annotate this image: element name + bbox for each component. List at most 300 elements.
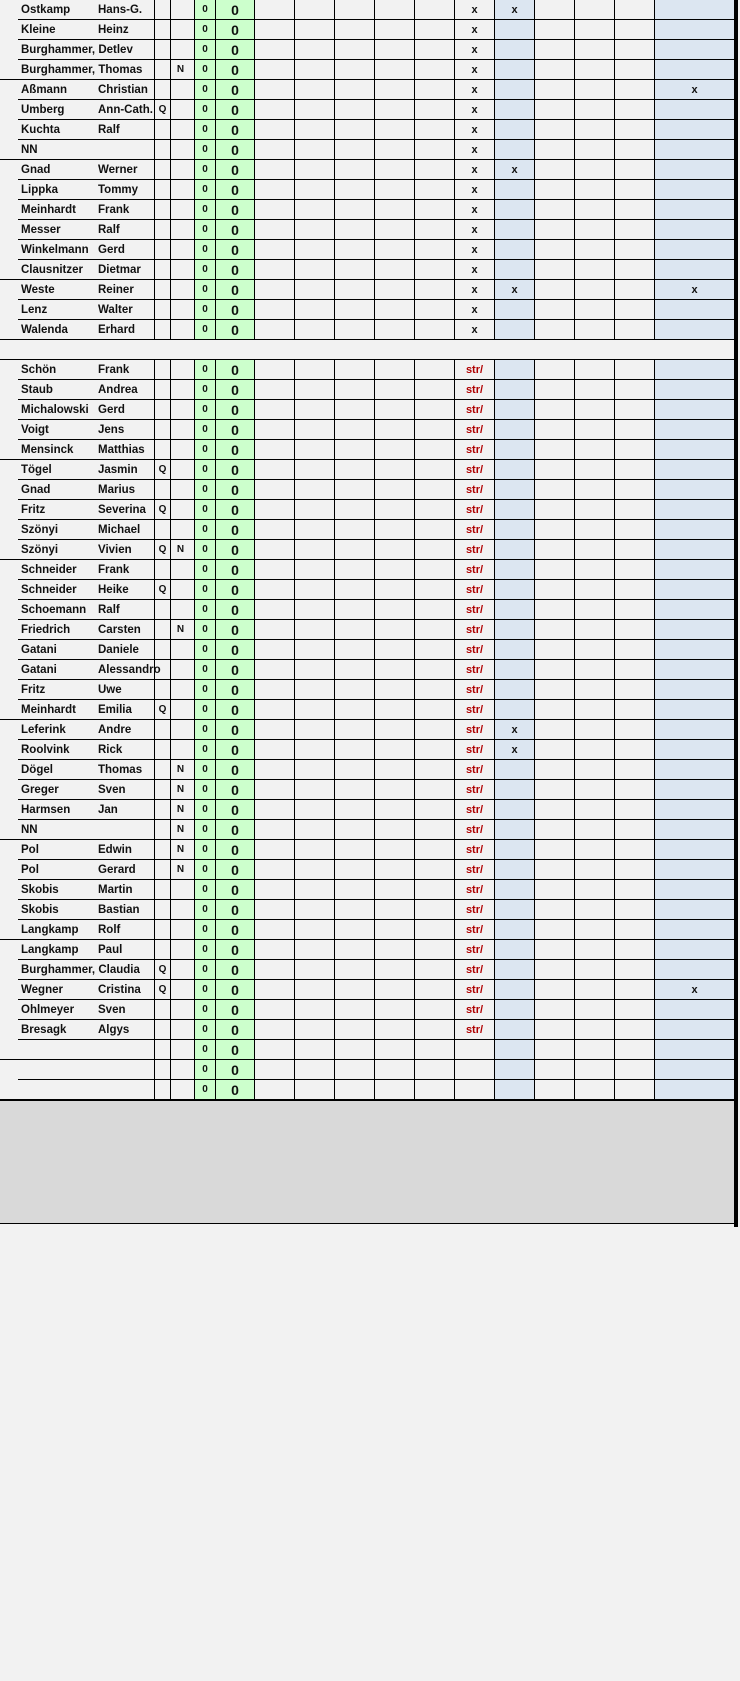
- cell-first[interactable]: Sven: [98, 1004, 126, 1016]
- cell-e8[interactable]: [614, 680, 654, 700]
- cell-z2[interactable]: 0: [215, 740, 254, 760]
- cell-e6[interactable]: [534, 300, 574, 320]
- cell-z2[interactable]: 0: [215, 1080, 254, 1100]
- cell-e5[interactable]: [414, 60, 454, 80]
- cell-col-a[interactable]: x: [454, 320, 494, 340]
- cell-z1[interactable]: 0: [194, 160, 215, 180]
- cell-e2[interactable]: [294, 160, 334, 180]
- cell-col-c[interactable]: [654, 520, 734, 540]
- cell-e3[interactable]: [334, 300, 374, 320]
- cell-e8[interactable]: [614, 180, 654, 200]
- cell-e4[interactable]: [374, 400, 414, 420]
- cell-col-c[interactable]: [654, 560, 734, 580]
- cell-q[interactable]: [154, 280, 170, 300]
- cell-z1[interactable]: 0: [194, 820, 215, 840]
- cell-col-a[interactable]: x: [454, 60, 494, 80]
- cell-z2[interactable]: 0: [215, 460, 254, 480]
- cell-col-b[interactable]: [494, 1000, 534, 1020]
- cell-col-a[interactable]: x: [454, 40, 494, 60]
- cell-q[interactable]: [154, 940, 170, 960]
- cell-e3[interactable]: [334, 740, 374, 760]
- cell-e7[interactable]: [574, 740, 614, 760]
- cell-q[interactable]: Q: [154, 700, 170, 720]
- cell-last[interactable]: Meinhardt: [21, 704, 76, 716]
- cell-e7[interactable]: [574, 940, 614, 960]
- cell-e4[interactable]: [374, 20, 414, 40]
- cell-e7[interactable]: [574, 540, 614, 560]
- cell-n[interactable]: [170, 1020, 190, 1040]
- cell-e7[interactable]: [574, 860, 614, 880]
- cell-e7[interactable]: [574, 680, 614, 700]
- cell-e6[interactable]: [534, 220, 574, 240]
- cell-e6[interactable]: [534, 420, 574, 440]
- cell-last[interactable]: Leferink: [21, 724, 66, 736]
- cell-e6[interactable]: [534, 400, 574, 420]
- cell-n[interactable]: [170, 1080, 190, 1100]
- cell-z2[interactable]: 0: [215, 40, 254, 60]
- cell-n[interactable]: [170, 960, 190, 980]
- cell-last[interactable]: Weste: [21, 284, 55, 296]
- cell-e2[interactable]: [294, 520, 334, 540]
- cell-z2[interactable]: 0: [215, 240, 254, 260]
- cell-e8[interactable]: [614, 380, 654, 400]
- cell-q[interactable]: Q: [154, 580, 170, 600]
- cell-col-b[interactable]: [494, 400, 534, 420]
- cell-e6[interactable]: [534, 600, 574, 620]
- cell-z2[interactable]: 0: [215, 380, 254, 400]
- cell-e6[interactable]: [534, 500, 574, 520]
- cell-e2[interactable]: [294, 700, 334, 720]
- cell-col-b[interactable]: [494, 680, 534, 700]
- cell-col-b[interactable]: [494, 440, 534, 460]
- cell-e4[interactable]: [374, 380, 414, 400]
- cell-e2[interactable]: [294, 1000, 334, 1020]
- cell-q[interactable]: [154, 860, 170, 880]
- cell-col-a[interactable]: x: [454, 280, 494, 300]
- cell-e3[interactable]: [334, 180, 374, 200]
- cell-z1[interactable]: 0: [194, 200, 215, 220]
- cell-e1[interactable]: [254, 280, 294, 300]
- cell-e2[interactable]: [294, 860, 334, 880]
- cell-e1[interactable]: [254, 100, 294, 120]
- cell-e5[interactable]: [414, 260, 454, 280]
- cell-last[interactable]: Langkamp: [21, 924, 79, 936]
- cell-e2[interactable]: [294, 620, 334, 640]
- cell-col-a[interactable]: str/: [454, 700, 494, 720]
- cell-first[interactable]: Werner: [98, 164, 138, 176]
- cell-e1[interactable]: [254, 960, 294, 980]
- cell-e2[interactable]: [294, 1040, 334, 1060]
- cell-first[interactable]: Thomas: [98, 764, 143, 776]
- cell-e6[interactable]: [534, 700, 574, 720]
- cell-last[interactable]: Gatani: [21, 644, 57, 656]
- cell-e3[interactable]: [334, 440, 374, 460]
- cell-last[interactable]: Meinhardt: [21, 204, 76, 216]
- cell-col-b[interactable]: [494, 540, 534, 560]
- cell-z2[interactable]: 0: [215, 60, 254, 80]
- cell-col-a[interactable]: str/: [454, 620, 494, 640]
- cell-e4[interactable]: [374, 660, 414, 680]
- cell-z2[interactable]: 0: [215, 420, 254, 440]
- cell-z2[interactable]: 0: [215, 920, 254, 940]
- cell-col-c[interactable]: [654, 960, 734, 980]
- cell-e7[interactable]: [574, 240, 614, 260]
- cell-e4[interactable]: [374, 140, 414, 160]
- cell-e1[interactable]: [254, 800, 294, 820]
- cell-n[interactable]: [170, 100, 190, 120]
- cell-n[interactable]: N: [170, 540, 190, 560]
- cell-e1[interactable]: [254, 740, 294, 760]
- cell-q[interactable]: [154, 720, 170, 740]
- cell-e8[interactable]: [614, 120, 654, 140]
- cell-e7[interactable]: [574, 440, 614, 460]
- cell-q[interactable]: [154, 0, 170, 20]
- cell-last[interactable]: Pol: [21, 864, 39, 876]
- cell-q[interactable]: [154, 820, 170, 840]
- cell-q[interactable]: [154, 480, 170, 500]
- cell-e7[interactable]: [574, 1000, 614, 1020]
- cell-e5[interactable]: [414, 920, 454, 940]
- cell-col-c[interactable]: [654, 220, 734, 240]
- cell-e8[interactable]: [614, 1080, 654, 1100]
- cell-col-a[interactable]: str/: [454, 380, 494, 400]
- cell-z2[interactable]: 0: [215, 1060, 254, 1080]
- cell-col-a[interactable]: x: [454, 200, 494, 220]
- cell-z2[interactable]: 0: [215, 860, 254, 880]
- cell-e3[interactable]: [334, 540, 374, 560]
- cell-e4[interactable]: [374, 900, 414, 920]
- cell-z1[interactable]: 0: [194, 460, 215, 480]
- cell-e5[interactable]: [414, 440, 454, 460]
- cell-first[interactable]: Martin: [98, 884, 133, 896]
- cell-col-a[interactable]: str/: [454, 660, 494, 680]
- cell-n[interactable]: N: [170, 800, 190, 820]
- cell-col-b[interactable]: [494, 940, 534, 960]
- cell-e7[interactable]: [574, 380, 614, 400]
- cell-q[interactable]: [154, 360, 170, 380]
- cell-z1[interactable]: 0: [194, 920, 215, 940]
- cell-last[interactable]: Langkamp: [21, 944, 79, 956]
- cell-e1[interactable]: [254, 20, 294, 40]
- cell-e4[interactable]: [374, 180, 414, 200]
- cell-e1[interactable]: [254, 480, 294, 500]
- cell-e3[interactable]: [334, 480, 374, 500]
- cell-e7[interactable]: [574, 420, 614, 440]
- cell-e5[interactable]: [414, 860, 454, 880]
- cell-col-c[interactable]: [654, 60, 734, 80]
- cell-e1[interactable]: [254, 180, 294, 200]
- cell-n[interactable]: [170, 40, 190, 60]
- cell-e5[interactable]: [414, 40, 454, 60]
- cell-e7[interactable]: [574, 1020, 614, 1040]
- cell-e8[interactable]: [614, 940, 654, 960]
- cell-col-c[interactable]: [654, 840, 734, 860]
- cell-z1[interactable]: 0: [194, 940, 215, 960]
- cell-q[interactable]: [154, 520, 170, 540]
- cell-n[interactable]: [170, 420, 190, 440]
- cell-e1[interactable]: [254, 80, 294, 100]
- cell-e2[interactable]: [294, 200, 334, 220]
- cell-e2[interactable]: [294, 820, 334, 840]
- cell-first[interactable]: Michael: [98, 524, 141, 536]
- cell-e6[interactable]: [534, 1080, 574, 1100]
- cell-e8[interactable]: [614, 20, 654, 40]
- cell-n[interactable]: [170, 440, 190, 460]
- cell-z2[interactable]: 0: [215, 980, 254, 1000]
- cell-e3[interactable]: [334, 220, 374, 240]
- cell-last[interactable]: Michalowski: [21, 404, 89, 416]
- cell-e6[interactable]: [534, 60, 574, 80]
- cell-z2[interactable]: 0: [215, 500, 254, 520]
- cell-n[interactable]: [170, 180, 190, 200]
- cell-e2[interactable]: [294, 420, 334, 440]
- cell-last[interactable]: Ostkamp: [21, 4, 71, 16]
- cell-n[interactable]: [170, 560, 190, 580]
- cell-q[interactable]: [154, 200, 170, 220]
- cell-e7[interactable]: [574, 140, 614, 160]
- cell-q[interactable]: [154, 120, 170, 140]
- cell-first[interactable]: Walter: [98, 304, 133, 316]
- cell-e1[interactable]: [254, 500, 294, 520]
- cell-e2[interactable]: [294, 760, 334, 780]
- cell-e1[interactable]: [254, 380, 294, 400]
- cell-first[interactable]: [98, 40, 154, 60]
- cell-e1[interactable]: [254, 580, 294, 600]
- cell-col-a[interactable]: str/: [454, 740, 494, 760]
- cell-col-b[interactable]: [494, 860, 534, 880]
- cell-e2[interactable]: [294, 80, 334, 100]
- cell-col-c[interactable]: [654, 660, 734, 680]
- cell-col-a[interactable]: str/: [454, 960, 494, 980]
- cell-col-c[interactable]: [654, 240, 734, 260]
- cell-e8[interactable]: [614, 760, 654, 780]
- cell-e6[interactable]: [534, 280, 574, 300]
- cell-last[interactable]: Kuchta: [21, 124, 60, 136]
- cell-last[interactable]: Ohlmeyer: [21, 1004, 75, 1016]
- cell-q[interactable]: [154, 1000, 170, 1020]
- cell-e1[interactable]: [254, 300, 294, 320]
- cell-z1[interactable]: 0: [194, 320, 215, 340]
- cell-q[interactable]: [154, 1080, 170, 1100]
- cell-z1[interactable]: 0: [194, 880, 215, 900]
- cell-col-c[interactable]: [654, 640, 734, 660]
- cell-first[interactable]: Heinz: [98, 24, 129, 36]
- cell-e1[interactable]: [254, 680, 294, 700]
- cell-e2[interactable]: [294, 740, 334, 760]
- cell-q[interactable]: [154, 780, 170, 800]
- cell-col-c[interactable]: [654, 680, 734, 700]
- cell-col-b[interactable]: [494, 1080, 534, 1100]
- cell-first[interactable]: Andre: [98, 724, 132, 736]
- cell-e3[interactable]: [334, 560, 374, 580]
- cell-e3[interactable]: [334, 620, 374, 640]
- cell-z1[interactable]: 0: [194, 960, 215, 980]
- cell-e5[interactable]: [414, 360, 454, 380]
- cell-z1[interactable]: 0: [194, 780, 215, 800]
- cell-q[interactable]: [154, 260, 170, 280]
- cell-last[interactable]: Lippka: [21, 184, 59, 196]
- cell-n[interactable]: [170, 220, 190, 240]
- cell-e5[interactable]: [414, 220, 454, 240]
- cell-e4[interactable]: [374, 220, 414, 240]
- cell-e3[interactable]: [334, 0, 374, 20]
- cell-col-b[interactable]: [494, 980, 534, 1000]
- cell-e2[interactable]: [294, 880, 334, 900]
- cell-e1[interactable]: [254, 860, 294, 880]
- cell-col-c[interactable]: x: [654, 980, 734, 1000]
- cell-z1[interactable]: 0: [194, 300, 215, 320]
- cell-col-b[interactable]: [494, 880, 534, 900]
- cell-e4[interactable]: [374, 800, 414, 820]
- cell-e4[interactable]: [374, 100, 414, 120]
- cell-first[interactable]: Daniele: [98, 644, 139, 656]
- cell-e6[interactable]: [534, 840, 574, 860]
- cell-e4[interactable]: [374, 840, 414, 860]
- cell-last[interactable]: Szönyi: [21, 524, 59, 536]
- cell-z1[interactable]: 0: [194, 1020, 215, 1040]
- cell-e4[interactable]: [374, 120, 414, 140]
- cell-z1[interactable]: 0: [194, 720, 215, 740]
- cell-n[interactable]: [170, 740, 190, 760]
- cell-e5[interactable]: [414, 0, 454, 20]
- cell-z2[interactable]: 0: [215, 900, 254, 920]
- cell-e3[interactable]: [334, 80, 374, 100]
- cell-n[interactable]: [170, 520, 190, 540]
- cell-e3[interactable]: [334, 880, 374, 900]
- cell-e5[interactable]: [414, 200, 454, 220]
- cell-e7[interactable]: [574, 620, 614, 640]
- cell-e5[interactable]: [414, 700, 454, 720]
- cell-col-a[interactable]: str/: [454, 940, 494, 960]
- cell-e3[interactable]: [334, 120, 374, 140]
- cell-e5[interactable]: [414, 540, 454, 560]
- cell-col-b[interactable]: [494, 580, 534, 600]
- cell-col-b[interactable]: [494, 220, 534, 240]
- cell-n[interactable]: [170, 880, 190, 900]
- cell-col-a[interactable]: str/: [454, 580, 494, 600]
- cell-e7[interactable]: [574, 1040, 614, 1060]
- cell-e4[interactable]: [374, 1080, 414, 1100]
- cell-last[interactable]: Schoemann: [21, 604, 87, 616]
- cell-first[interactable]: Ralf: [98, 124, 120, 136]
- cell-col-c[interactable]: [654, 380, 734, 400]
- cell-e7[interactable]: [574, 1060, 614, 1080]
- cell-col-c[interactable]: [654, 540, 734, 560]
- cell-e6[interactable]: [534, 580, 574, 600]
- cell-e8[interactable]: [614, 520, 654, 540]
- cell-first[interactable]: Rick: [98, 744, 123, 756]
- cell-e4[interactable]: [374, 820, 414, 840]
- cell-e1[interactable]: [254, 980, 294, 1000]
- cell-e6[interactable]: [534, 20, 574, 40]
- cell-col-b[interactable]: [494, 1040, 534, 1060]
- cell-e6[interactable]: [534, 320, 574, 340]
- cell-e4[interactable]: [374, 40, 414, 60]
- cell-z1[interactable]: 0: [194, 400, 215, 420]
- cell-z1[interactable]: 0: [194, 360, 215, 380]
- cell-e1[interactable]: [254, 60, 294, 80]
- cell-z1[interactable]: 0: [194, 500, 215, 520]
- cell-q[interactable]: [154, 620, 170, 640]
- cell-col-a[interactable]: str/: [454, 420, 494, 440]
- cell-e4[interactable]: [374, 1000, 414, 1020]
- cell-z1[interactable]: 0: [194, 540, 215, 560]
- cell-e8[interactable]: [614, 600, 654, 620]
- cell-col-b[interactable]: [494, 1060, 534, 1080]
- cell-first[interactable]: Algys: [98, 1024, 130, 1036]
- cell-first[interactable]: [98, 1060, 154, 1080]
- cell-n[interactable]: [170, 360, 190, 380]
- cell-col-c[interactable]: [654, 260, 734, 280]
- cell-col-a[interactable]: x: [454, 20, 494, 40]
- cell-e6[interactable]: [534, 80, 574, 100]
- cell-e6[interactable]: [534, 0, 574, 20]
- cell-e6[interactable]: [534, 160, 574, 180]
- cell-e7[interactable]: [574, 720, 614, 740]
- cell-e3[interactable]: [334, 200, 374, 220]
- cell-e2[interactable]: [294, 440, 334, 460]
- cell-e3[interactable]: [334, 400, 374, 420]
- cell-first[interactable]: Bastian: [98, 904, 140, 916]
- cell-e4[interactable]: [374, 420, 414, 440]
- cell-e2[interactable]: [294, 720, 334, 740]
- cell-q[interactable]: [154, 400, 170, 420]
- cell-e2[interactable]: [294, 0, 334, 20]
- cell-q[interactable]: [154, 1060, 170, 1080]
- cell-col-c[interactable]: [654, 1000, 734, 1020]
- cell-z2[interactable]: 0: [215, 880, 254, 900]
- cell-q[interactable]: [154, 240, 170, 260]
- cell-e7[interactable]: [574, 100, 614, 120]
- cell-e2[interactable]: [294, 1080, 334, 1100]
- cell-col-b[interactable]: [494, 480, 534, 500]
- cell-n[interactable]: [170, 0, 190, 20]
- cell-e6[interactable]: [534, 800, 574, 820]
- cell-e2[interactable]: [294, 20, 334, 40]
- cell-e2[interactable]: [294, 380, 334, 400]
- cell-col-a[interactable]: str/: [454, 900, 494, 920]
- cell-col-b[interactable]: [494, 760, 534, 780]
- cell-q[interactable]: [154, 140, 170, 160]
- cell-e1[interactable]: [254, 820, 294, 840]
- cell-e7[interactable]: [574, 300, 614, 320]
- cell-e8[interactable]: [614, 200, 654, 220]
- cell-n[interactable]: [170, 320, 190, 340]
- cell-col-c[interactable]: [654, 400, 734, 420]
- cell-e8[interactable]: [614, 620, 654, 640]
- cell-col-b[interactable]: [494, 920, 534, 940]
- cell-e6[interactable]: [534, 480, 574, 500]
- cell-e4[interactable]: [374, 860, 414, 880]
- cell-e7[interactable]: [574, 320, 614, 340]
- cell-z1[interactable]: 0: [194, 580, 215, 600]
- cell-z2[interactable]: 0: [215, 820, 254, 840]
- cell-last[interactable]: Gnad: [21, 164, 51, 176]
- cell-last[interactable]: Skobis: [21, 884, 59, 896]
- cell-e3[interactable]: [334, 1040, 374, 1060]
- cell-e5[interactable]: [414, 820, 454, 840]
- cell-first[interactable]: Sven: [98, 784, 126, 796]
- cell-col-a[interactable]: str/: [454, 520, 494, 540]
- cell-e4[interactable]: [374, 260, 414, 280]
- cell-n[interactable]: [170, 80, 190, 100]
- cell-e5[interactable]: [414, 1040, 454, 1060]
- cell-e7[interactable]: [574, 700, 614, 720]
- cell-z1[interactable]: 0: [194, 980, 215, 1000]
- cell-z2[interactable]: 0: [215, 20, 254, 40]
- cell-col-c[interactable]: [654, 1080, 734, 1100]
- cell-e4[interactable]: [374, 960, 414, 980]
